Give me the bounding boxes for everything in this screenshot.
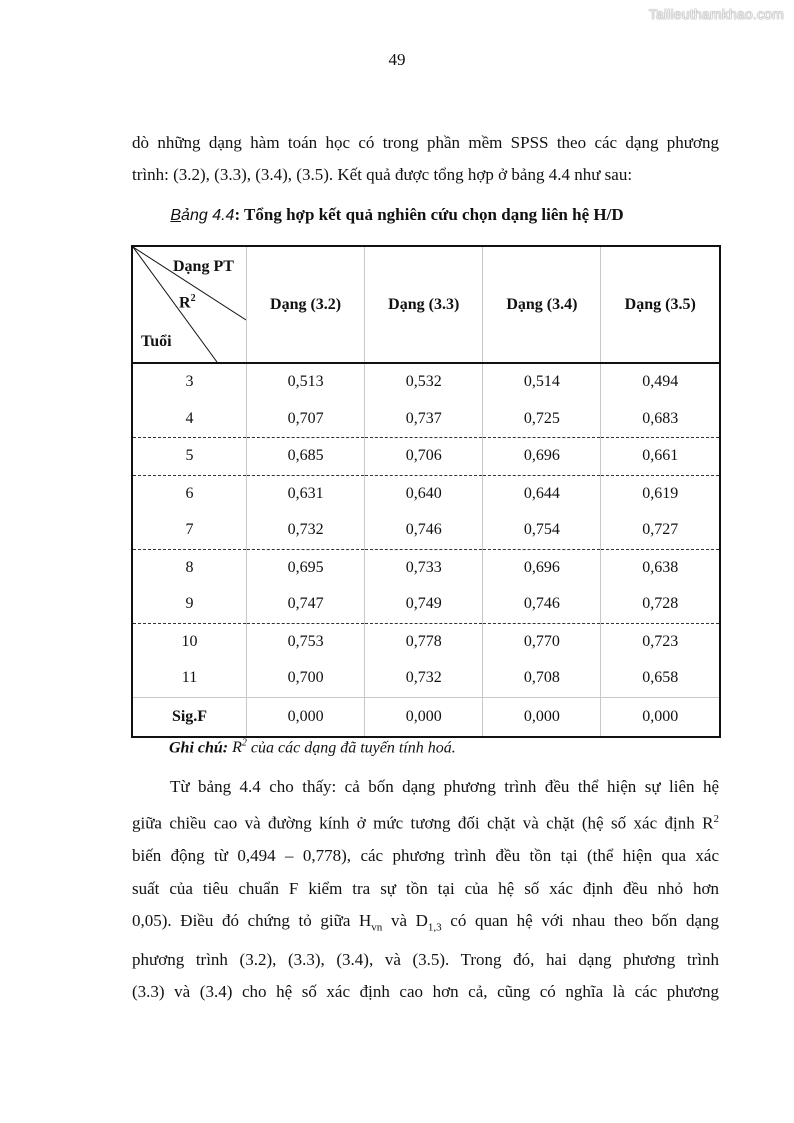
table-header-row bbox=[132, 246, 720, 363]
value-cell: 0,644 bbox=[483, 475, 601, 512]
value-cell: 0,631 bbox=[247, 475, 365, 512]
value-cell: 0,749 bbox=[365, 586, 483, 623]
value-cell: 0,696 bbox=[483, 549, 601, 586]
age-cell: 8 bbox=[185, 558, 194, 576]
intro-line-2: trình: (3.2), (3.3), (3.4), (3.5). Kết quả được tổng hợp ở bảng 4.4 như sau: bbox=[132, 165, 633, 185]
value-cell: 0,746 bbox=[483, 586, 601, 623]
value-cell: 0,707 bbox=[247, 401, 365, 438]
value-cell: 0,737 bbox=[365, 401, 483, 438]
value-cell: 0,683 bbox=[601, 401, 720, 438]
value-cell: 0,753 bbox=[247, 623, 365, 660]
table-row bbox=[132, 586, 720, 623]
page-number: 49 bbox=[388, 50, 406, 69]
body-line-4: suất của tiêu chuẩn F kiểm tra sự tồn tại của hệ số xác định đều nhỏ hơn bbox=[132, 878, 719, 898]
value-cell: 0,494 bbox=[601, 363, 720, 401]
table-row bbox=[132, 401, 720, 438]
value-cell: 0,532 bbox=[365, 363, 483, 401]
table-row bbox=[132, 549, 720, 586]
table-row bbox=[132, 512, 720, 549]
column-header: Dạng (3.4) bbox=[483, 246, 601, 363]
body-line-1: Từ bảng 4.4 cho thấy: cả bốn dạng phương trình đều thể hiện sự liên hệ bbox=[170, 777, 719, 796]
age-cell: 5 bbox=[132, 438, 247, 476]
value-cell: 0,619 bbox=[601, 475, 720, 512]
table-row bbox=[132, 438, 720, 476]
value-cell: 0,638 bbox=[601, 549, 720, 586]
value-cell: 0,754 bbox=[483, 512, 601, 549]
caption-title: : Tổng hợp kết quả nghiên cứu chọn dạng liên hệ H/D bbox=[234, 205, 624, 224]
body-line-6: phương trình (3.2), (3.3), (3.4), và (3.5). Trong đó, hai dạng phương trình bbox=[132, 950, 719, 970]
value-cell: 0,640 bbox=[365, 475, 483, 512]
column-header: Dạng (3.5) bbox=[601, 246, 720, 363]
value-cell: 0,728 bbox=[601, 586, 720, 623]
body-line-3: biến động từ 0,494 – 0,778), các phương trình đều tồn tại (thể hiện qua xác bbox=[132, 846, 719, 866]
age-cell: 4 bbox=[132, 401, 247, 438]
value-cell: 0,685 bbox=[247, 438, 365, 476]
value-cell: 0,695 bbox=[247, 549, 365, 586]
value-cell: 0,727 bbox=[601, 512, 720, 549]
corner-label-age: Tuổi bbox=[141, 333, 172, 350]
sig-value-cell: 0,000 bbox=[601, 697, 720, 737]
sig-row bbox=[132, 697, 720, 737]
sig-value-cell: 0,000 bbox=[483, 697, 601, 737]
table-row bbox=[132, 623, 720, 660]
value-cell: 0,708 bbox=[483, 660, 601, 697]
value-cell: 0,658 bbox=[601, 660, 720, 697]
body-paragraph bbox=[132, 771, 719, 1009]
value-cell: 0,513 bbox=[247, 363, 365, 401]
note-text: của các dạng đã tuyến tính hoá. bbox=[250, 739, 456, 757]
value-cell: 0,778 bbox=[365, 623, 483, 660]
caption-number: 4 bbox=[225, 207, 235, 224]
note-label: Ghi chú: bbox=[169, 739, 229, 757]
value-cell: 0,706 bbox=[365, 438, 483, 476]
caption-label: Bảng 4. bbox=[170, 207, 226, 224]
sig-value-cell: 0,000 bbox=[247, 697, 365, 737]
value-cell: 0,747 bbox=[247, 586, 365, 623]
table-caption bbox=[0, 205, 794, 225]
value-cell: 0,700 bbox=[247, 660, 365, 697]
table-row bbox=[132, 363, 720, 401]
intro-line-1: dò những dạng hàm toán học có trong phần mềm SPSS theo các dạng phương bbox=[132, 133, 719, 152]
value-cell: 0,725 bbox=[483, 401, 601, 438]
value-cell: 0,661 bbox=[601, 438, 720, 476]
age-cell: 11 bbox=[181, 669, 198, 687]
age-cell: 3 bbox=[185, 373, 194, 391]
value-cell: 0,732 bbox=[247, 512, 365, 549]
watermark: Tailieuthamkhao.com bbox=[648, 6, 784, 22]
note-r2: $R^2$ bbox=[232, 738, 247, 757]
body-line-7: (3.3) và (3.4) cho hệ số xác định cao hơn cả, cũng có nghĩa là các phương bbox=[132, 982, 719, 1002]
column-header: Dạng (3.3) bbox=[365, 246, 483, 363]
age-cell: 9 bbox=[132, 586, 247, 623]
body-line-2: giữa chiều cao và đường kính ở mức tương đối chặt và chặt (hệ số xác định $R^2$ bbox=[132, 813, 719, 834]
intro-paragraph bbox=[132, 127, 719, 192]
corner-label-r2: $R^2$ bbox=[179, 293, 196, 312]
value-cell: 0,732 bbox=[365, 660, 483, 697]
corner-header-cell bbox=[132, 246, 247, 363]
age-cell: 10 bbox=[181, 632, 198, 650]
value-cell: 0,696 bbox=[483, 438, 601, 476]
value-cell: 0,514 bbox=[483, 363, 601, 401]
value-cell: 0,733 bbox=[365, 549, 483, 586]
sig-value-cell: 0,000 bbox=[365, 697, 483, 737]
results-table bbox=[131, 245, 721, 738]
sig-label-cell: Sig.F bbox=[132, 697, 247, 737]
age-cell: 7 bbox=[132, 512, 247, 549]
age-cell: 6 bbox=[185, 484, 194, 502]
table-note bbox=[169, 738, 456, 757]
value-cell: 0,746 bbox=[365, 512, 483, 549]
table-row bbox=[132, 475, 720, 512]
corner-label-form: Dạng PT bbox=[173, 258, 234, 275]
value-cell: 0,723 bbox=[601, 623, 720, 660]
value-cell: 0,770 bbox=[483, 623, 601, 660]
column-header: Dạng (3.2) bbox=[247, 246, 365, 363]
table-row bbox=[132, 660, 720, 697]
body-line-5: 0,05). Điều đó chứng tỏ giữa $H_{vn}$ và $D_{1,3}$ có quan hệ với nhau theo bốn dạng bbox=[132, 911, 719, 934]
